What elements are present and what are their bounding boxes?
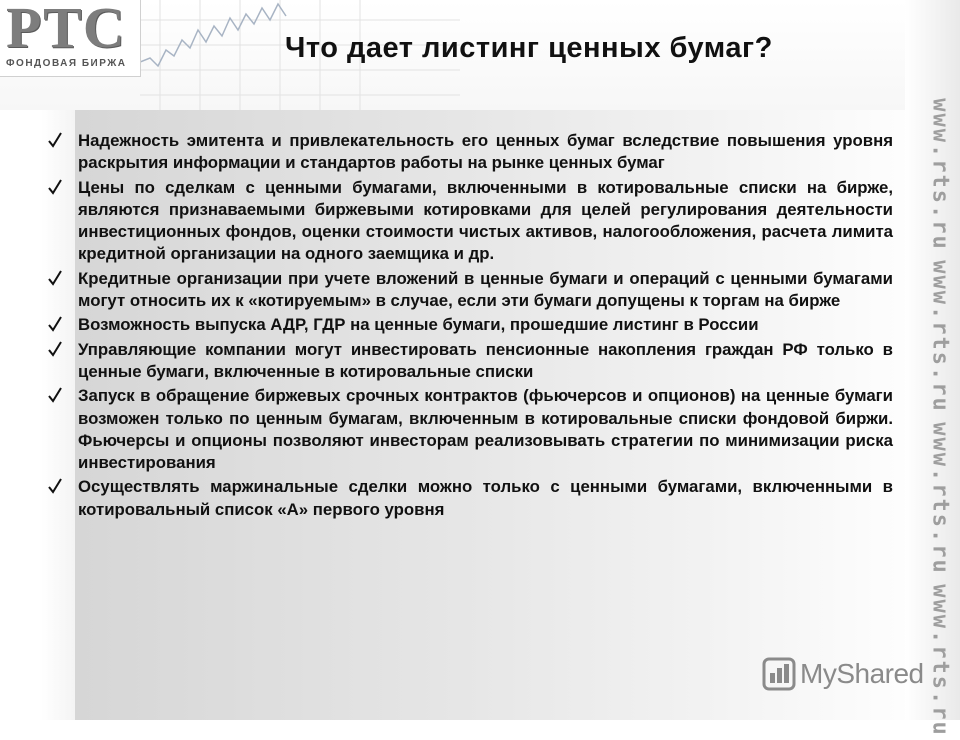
list-item <box>48 314 893 336</box>
rts-logo <box>0 0 141 77</box>
myshared-text: MyShared <box>800 658 924 689</box>
rts-watermark <box>920 94 960 737</box>
logo-subtitle: ФОНДОВАЯ БИРЖА <box>6 58 127 69</box>
page-title: Что дает листинг ценных бумаг? <box>285 32 773 64</box>
checkmark-icon <box>48 270 62 286</box>
watermark-item: www.rts.ru <box>927 97 953 251</box>
checkmark-icon <box>48 316 62 332</box>
list-item <box>48 130 893 175</box>
checkmark-icon <box>48 179 62 195</box>
list-item-text: Управляющие компании могут инвестировать пенсионные накопления граждан РФ только в ценные бумаги, включенные в котировальные списки <box>78 339 893 381</box>
list-item-text: Надежность эмитента и привлекательность его ценных бумаг вследствие повышения уровня раскрытия информации и стандартов работы на рынке ценных бумаг <box>78 131 893 173</box>
watermark-item: www.rts.ru <box>927 583 953 737</box>
list-item <box>48 268 893 313</box>
list-item <box>48 339 893 384</box>
watermark-item: www.rts.ru <box>927 421 953 575</box>
myshared-icon <box>762 657 796 691</box>
benefits-list <box>48 130 893 523</box>
list-item <box>48 476 893 521</box>
checkmark-icon <box>48 478 62 494</box>
list-item <box>48 385 893 474</box>
list-item-text: Возможность выпуска АДР, ГДР на ценные бумаги, прошедшие листинг в России <box>78 315 759 335</box>
list-item-text: Цены по сделкам с ценными бумагами, включенными в котировальные списки на бирже, являются признаваемыми биржевыми котировками для целей регулирования деятельности инвестиционных фондов, оценки стоимости чистых активов, налогообложения, расчета лимита кредитной организации на одного заемщика и др. <box>78 177 893 264</box>
list-item-text: Запуск в обращение биржевых срочных контрактов (фьючерсов и опционов) на ценные бумаги возможен только по ценным бумагам, включенным в котировальные списки фондовой биржи. Фьючерсы и опционы позволяют инвесторам реализовывать стратегии по минимизации риска инвестирования <box>78 386 893 473</box>
list-item-text: Кредитные организации при учете вложений в ценные бумаги и операций с ценными бумагами могут относить их к «котируемым» в случае, если эти бумаги допущены к торгам на бирже <box>78 268 893 311</box>
watermark-item: www.rts.ru <box>927 259 953 413</box>
checkmark-icon <box>48 387 62 403</box>
list-item <box>48 177 893 266</box>
checkmark-icon <box>48 341 62 357</box>
list-item-text: Осуществлять маржинальные сделки можно только с ценными бумагами, включенными в котировальный список «А» первого уровня <box>78 477 893 519</box>
checkmark-icon <box>48 132 62 148</box>
myshared-logo <box>762 654 924 694</box>
logo-main-text: РТС <box>6 0 126 60</box>
